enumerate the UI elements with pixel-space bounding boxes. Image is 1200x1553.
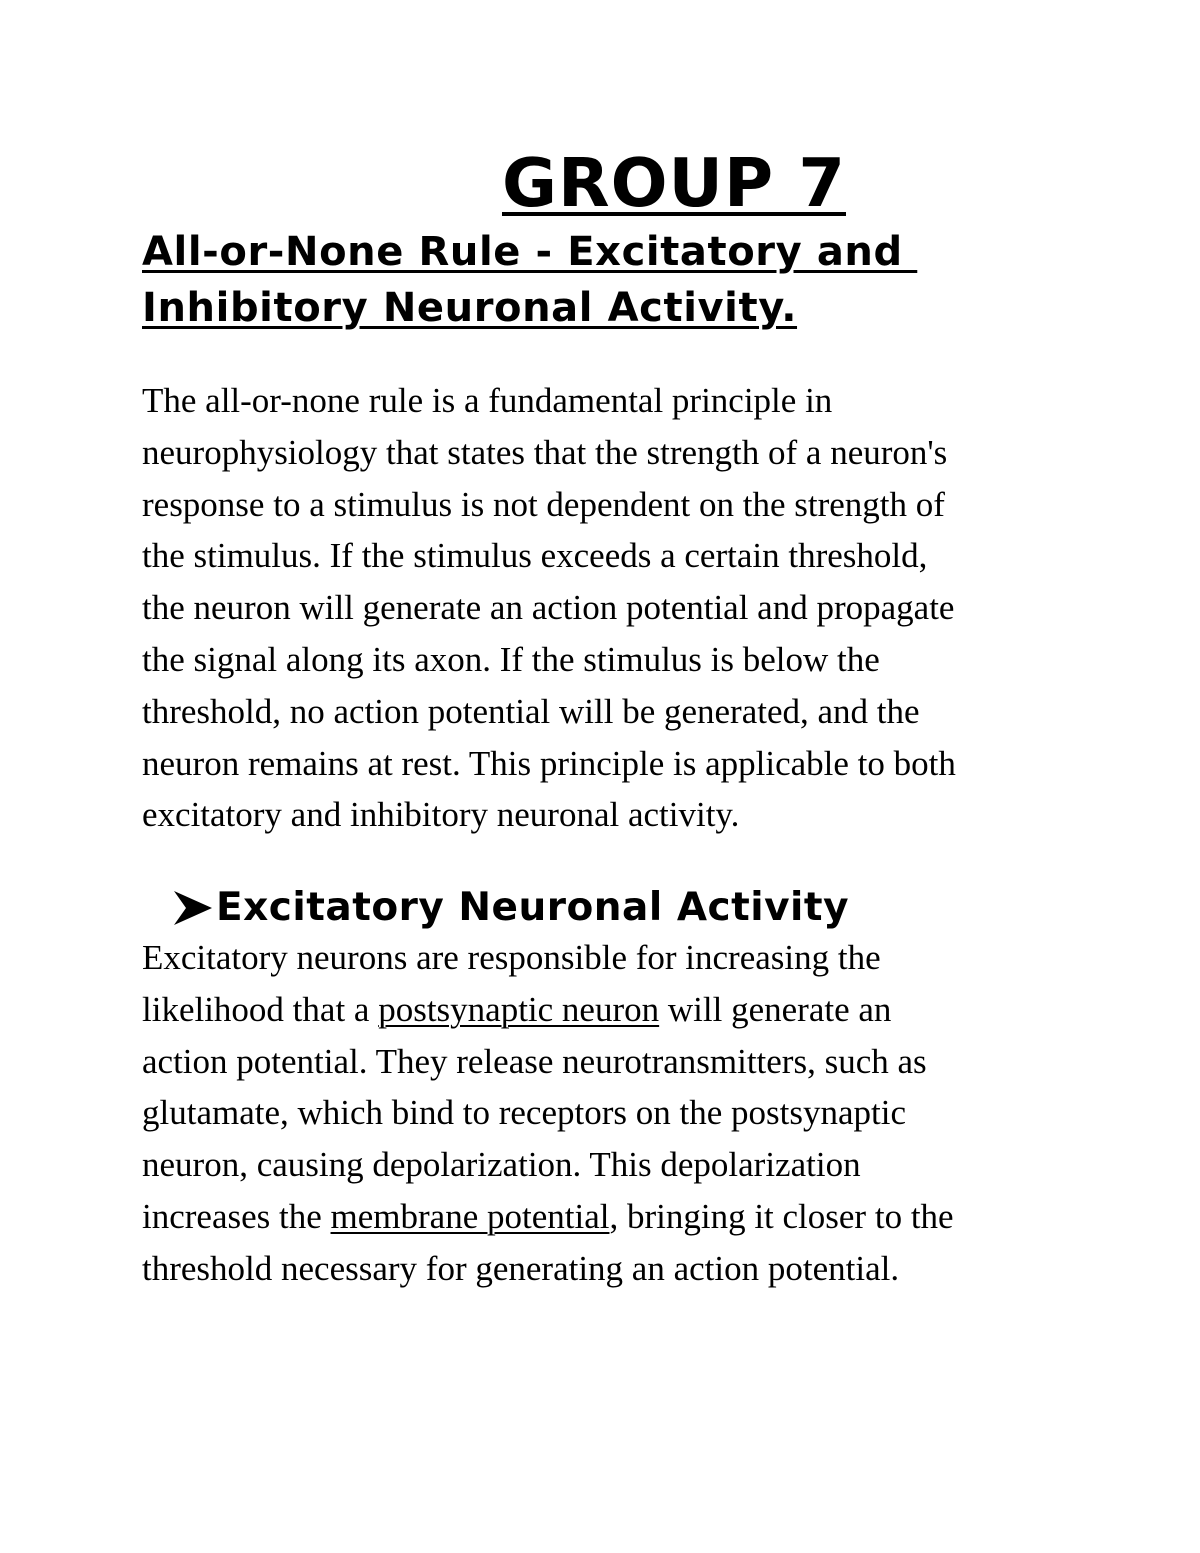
- excitatory-paragraph: [142, 932, 1142, 1295]
- paragraph-line: action potential. They release neurotransmitters, such as: [142, 1041, 927, 1081]
- group-title: GROUP 7: [502, 144, 846, 222]
- arrowhead-bullet-icon: [172, 889, 214, 927]
- paragraph-line: Excitatory neurons are responsible for increasing the: [142, 938, 881, 977]
- paragraph-line: [142, 984, 1142, 1036]
- paragraph-line: neuron remains at rest. This principle is applicable to both: [142, 743, 956, 783]
- main-heading: [142, 224, 1072, 336]
- paragraph-line: The all-or-none rule is a fundamental principle in: [142, 381, 833, 420]
- paragraph-line: neuron, causing depolarization. This depolarization: [142, 1145, 861, 1185]
- paragraph-line: glutamate, which bind to receptors on the postsynaptic: [142, 1093, 906, 1133]
- excitatory-section-heading: [172, 882, 849, 934]
- section-heading-text: Excitatory Neuronal Activity: [216, 885, 849, 930]
- intro-paragraph: [142, 375, 1142, 841]
- text-run: increases the: [142, 1196, 331, 1236]
- text-run: likelihood that a: [142, 989, 379, 1029]
- paragraph-line: the signal along its axon. If the stimulus is below the: [142, 639, 880, 679]
- paragraph-line: response to a stimulus is not dependent on the strength of: [142, 484, 945, 524]
- main-heading-line: All-or-None Rule - Excitatory and: [142, 229, 918, 275]
- text-run: , bringing it closer to the: [609, 1196, 954, 1236]
- paragraph-line: [142, 1191, 1142, 1243]
- paragraph-line: excitatory and inhibitory neuronal activity.: [142, 795, 740, 835]
- membrane-potential-link[interactable]: membrane potential: [330, 1196, 610, 1236]
- paragraph-line: threshold, no action potential will be generated, and the: [142, 691, 920, 731]
- text-run: will generate an: [659, 989, 892, 1029]
- paragraph-line: neurophysiology that states that the strength of a neuron's: [142, 432, 948, 472]
- paragraph-line: threshold necessary for generating an action potential.: [142, 1248, 900, 1288]
- paragraph-line: the neuron will generate an action potential and propagate: [142, 588, 955, 628]
- postsynaptic-neuron-link[interactable]: postsynaptic neuron: [378, 989, 660, 1029]
- paragraph-line: the stimulus. If the stimulus exceeds a certain threshold,: [142, 536, 928, 576]
- main-heading-line: Inhibitory Neuronal Activity.: [142, 285, 798, 331]
